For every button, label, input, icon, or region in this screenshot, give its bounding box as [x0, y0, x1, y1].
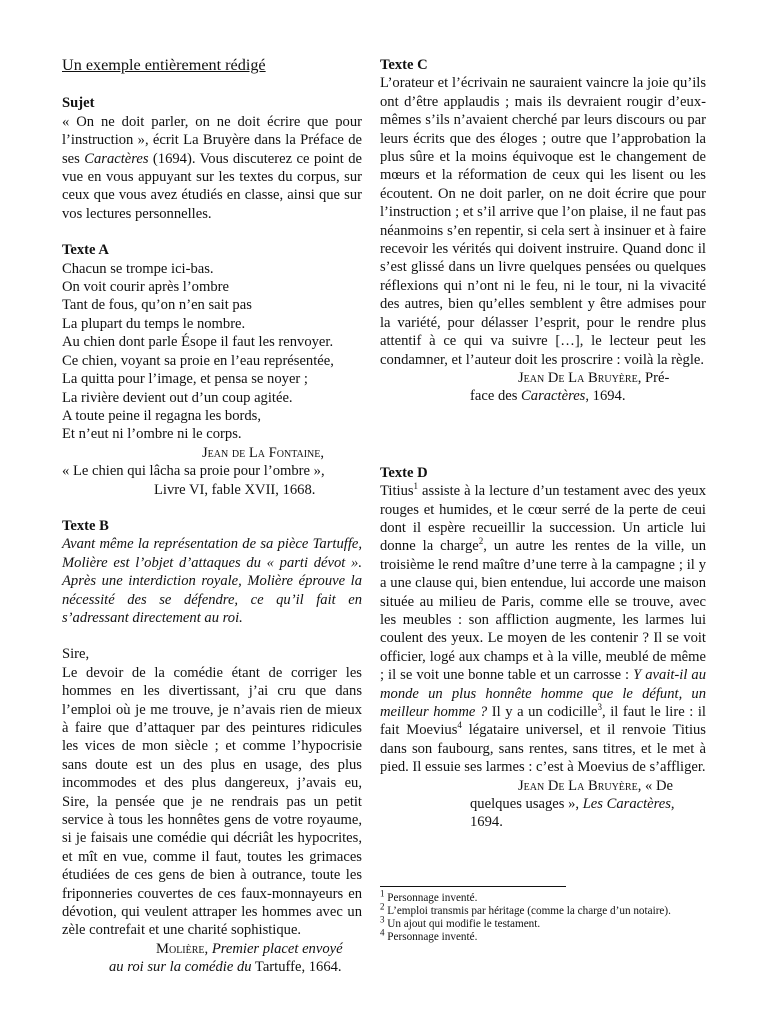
footnote-item: $^4$ Personnage inventé.	[380, 927, 478, 943]
footnote-ref[interactable]: 3	[597, 702, 603, 713]
footnote-item: $^1$ Personnage inventé.	[380, 888, 478, 904]
texte-c-source-line: face des Caractères, 1694.	[470, 388, 626, 405]
texte-a-verse	[62, 260, 362, 444]
footnote-item: $^3$ Un ajout qui modifie le testament.	[380, 914, 541, 930]
page-title: Un exemple entièrement rédigé	[62, 56, 266, 74]
texte-b-section	[62, 517, 362, 977]
footnote-divider	[380, 886, 566, 887]
verse-line: On voit courir après l’ombre	[62, 279, 229, 296]
footnotes	[380, 888, 706, 944]
right-column	[380, 56, 706, 832]
verse-line: Au chien dont parle Ésope il faut les renvoyer.	[62, 334, 334, 351]
texte-d-heading: Texte D	[380, 464, 428, 481]
verse-line: Chacun se trompe ici-bas.	[62, 260, 214, 277]
texte-b-author-line: Molière, Premier placet envoyé	[156, 940, 343, 957]
verse-line: La plupart du temps le nombre.	[62, 315, 246, 332]
texte-b-body: Le devoir de la comédie étant de corriger les hommes en les divertissant, j’ai cru que dans l’emploi où je me trouve, je n’avais rien de mieux à faire que d’attaquer par des peintures ridicules les vices de mon siècle ; et comme l’hypocrisie sans doute est un des plus en usage, des plus incommodes et des plus dangereux, j’avais eu, Sire, la pensée que je ne rendrais pas un petit service à tous les honnêtes gens de votre royaume, si je faisais une comédie qui décriât les hypocrites, et mît en vue, comme il faut, toutes les grimaces étudiées de ces gens de bien à outrance, toute les friponneries couvertes de ces faux-monnayeurs en dévotion, qui veulent attraper les hommes avec un zèle contrefait et une charité sophistique.	[62, 664, 362, 939]
texte-a-source-2: Livre VI, fable XVII, 1668.	[154, 481, 316, 498]
verse-line: Et n’eut ni l’ombre ni le corps.	[62, 426, 242, 443]
texte-c-author-line: Jean De La Bruyère, Pré-	[518, 369, 670, 386]
sujet-text-part2: (1694). Vous discuterez ce point de vue en vous appuyant sur les textes du corpus, sur ceux que vous avez étudiés en classe, ainsi que sur vos lectures personnelles.	[62, 150, 362, 222]
verse-line: Tant de fous, qu’on n’en sait pas	[62, 297, 252, 314]
sujet-heading: Sujet	[62, 95, 95, 112]
texte-b-intro: Avant même la représentation de sa pièce Tartuffe, Molière est l’objet d’attaques du « parti dévot ». Après une interdiction royale, Molière éprouve la nécessité des se défendre, ce qu’il fait en s’adressant directement au roi.	[62, 536, 362, 626]
sujet-section	[62, 94, 362, 223]
texte-d-section	[380, 464, 706, 832]
footnote-ref[interactable]: 2	[478, 536, 484, 547]
verse-line: Ce chien, voyant sa proie en l’eau représentée,	[62, 352, 334, 369]
texte-d-author-line: Jean De La Bruyère, « De	[518, 777, 673, 794]
texte-d-source-line: quelques usages », Les Caractères,	[470, 796, 675, 813]
texte-c-heading: Texte C	[380, 57, 428, 73]
texte-d-body: Titius$^1$ assiste à la lecture d’un testament avec des yeux rouges et humides, et le cœur serré de la perte de ceui dont il espère recueillir la succession. Un article lui donne la charge$^2$, un autre les rentes de la ville, un troisième le rend maître d’une terre à la campagne ; il y a une clause qui, bien entendue, lui accorde une maison située au milieu de Paris, comme elle se trouve, avec les meubles : son affliction augmente, les larmes lui coulent des yeux. Le moyen de les contenir ? Il se voit officier, logé aux champs et à la ville, meublé de même ; il se voit une bonne table et un carrosse : Y avait-il au monde un plus honnête homme que le défunt, un meilleur homme ? Il y a un codicille$^3$, il faut le lire : il fait Moevius$^4$ légataire universel, et il renvoie Titius dans son faubourg, sans rentes, sans titres, et le met à pied. Il essuie ses larmes : c’est à Moevius de s’affliger.	[380, 481, 706, 776]
texte-c-section	[380, 56, 706, 406]
texte-b-salutation: Sire,	[62, 646, 90, 663]
verse-line: La rivière devient out d’un coup agitée.	[62, 389, 293, 406]
sujet-work-title: Caractères	[84, 150, 149, 167]
sujet-text	[62, 113, 362, 223]
footnote-ref[interactable]: 1	[413, 481, 419, 492]
footnote-item: $^2$ L’emploi transmis par héritage (comme la charge d’un notaire).	[380, 901, 671, 917]
footnote-ref[interactable]: 4	[457, 720, 462, 731]
sujet-text-part1: « On ne doit parler, on ne doit écrire que pour l’instruction », écrit La Bruyère dans la Préface de ses	[62, 113, 362, 167]
texte-a-author: Jean de La Fontaine,	[202, 444, 325, 461]
left-column	[62, 56, 362, 977]
texte-b-heading: Texte B	[62, 517, 109, 534]
texte-b-source-line: au roi sur la comédie du Tartuffe, 1664.	[109, 959, 342, 976]
verse-line: La quitta pour l’image, et pensa se noyer ;	[62, 371, 308, 388]
texte-a-section	[62, 241, 362, 499]
texte-c-body: L’orateur et l’écrivain ne sauraient vaincre la joie qu’ils ont d’être applaudis ; mais ils devraient rougir d’eux-mêmes s’ils n’avaient cherché par leurs discours ou par leurs écrits que des éloges ; outre que l’approbation la plus sûre et la moins équivoque est le changement de mœurs et la réformation de ceux qui les lisent ou les écoutent. On ne doit parler, on ne doit écrire que pour l’instruction ; et s’il arrive que l’on plaise, il ne faut pas néanmoins s’en repentir, si cela sert à insinuer et à faire recevoir les vérités qui doivent instruire. Quand donc il s’est glissé dans un livre quelques pensées ou quelques réflexions qui n’ont ni le feu, ni le tour, ni la vivacité des autres, bien qu’elles semblent y être admises pour la variété, pour délasser l’esprit, pour le rendre plus attentif à ce qui va suivre […], le lecteur peut les condamner, et l’auteur doit les proscrire : voilà la règle.	[380, 75, 706, 368]
texte-d-year-line: 1694.	[470, 814, 503, 831]
texte-a-heading: Texte A	[62, 242, 109, 259]
texte-a-source-1: « Le chien qui lâcha sa proie pour l’ombre »,	[62, 463, 325, 480]
verse-line: A toute peine il regagna les bords,	[62, 407, 261, 424]
